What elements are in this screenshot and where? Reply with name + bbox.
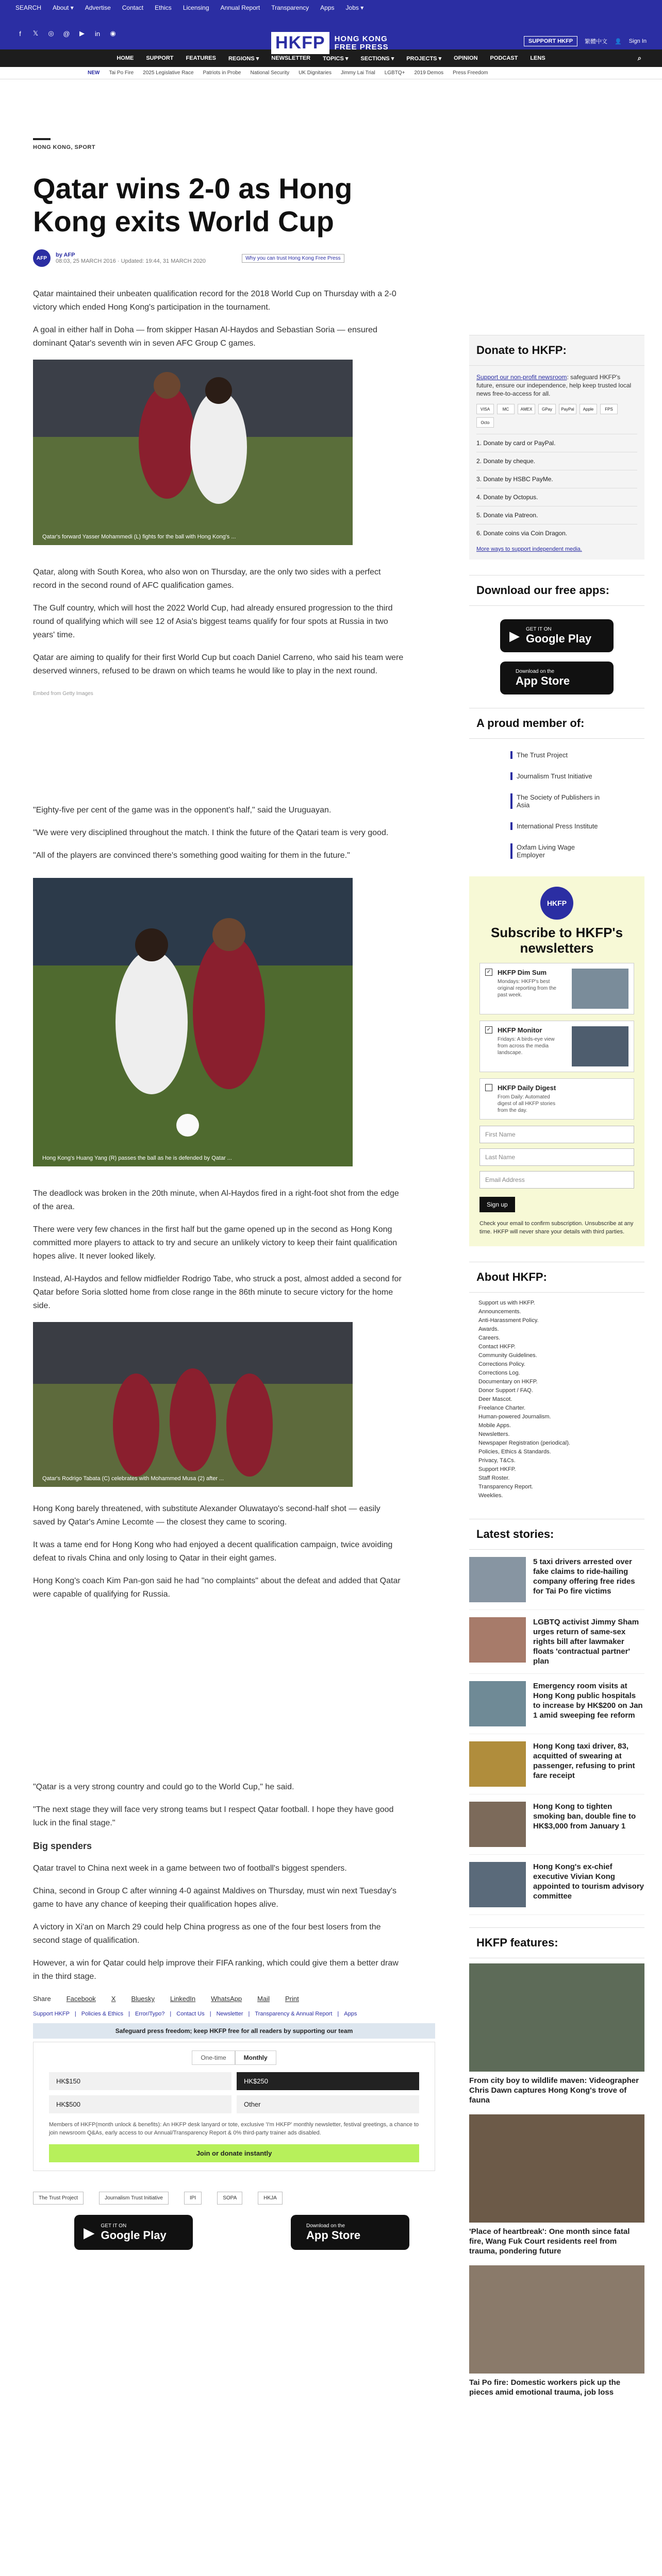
latest-stories bbox=[469, 1550, 644, 1915]
site-logo[interactable] bbox=[271, 32, 389, 54]
feature-image[interactable] bbox=[469, 2265, 644, 2374]
footer-link[interactable]: Newsletter bbox=[216, 2011, 243, 2017]
user-icon[interactable]: 👤 bbox=[615, 38, 622, 45]
instagram-icon[interactable]: ◎ bbox=[48, 29, 54, 37]
share-print[interactable]: Print bbox=[285, 1995, 299, 2003]
photo-1-image bbox=[33, 360, 353, 545]
about-link[interactable]: Policies, Ethics & Standards. bbox=[478, 1449, 551, 1455]
about-link[interactable]: Deer Mascot. bbox=[478, 1396, 512, 1402]
story-item[interactable] bbox=[469, 1855, 644, 1915]
top-bar bbox=[0, 0, 662, 53]
sidebar-app-badges bbox=[469, 606, 644, 708]
about-link[interactable]: Freelance Charter. bbox=[478, 1405, 526, 1411]
partner-logos bbox=[33, 2192, 435, 2205]
trending-link[interactable]: LGBTQ+ bbox=[384, 70, 405, 76]
badge-small-text: GET IT ON bbox=[101, 2223, 127, 2229]
first-name-input[interactable]: First Name bbox=[479, 1126, 634, 1143]
top-link-about[interactable]: About ▾ bbox=[53, 4, 74, 11]
threads-icon[interactable]: @ bbox=[63, 29, 70, 38]
nav-features[interactable]: FEATURES bbox=[186, 55, 216, 61]
paragraph: However, a win for Qatar could help improve their FIFA ranking, which could give them a better draw in the third stage. bbox=[33, 1959, 399, 1981]
story-title[interactable]: Emergency room visits at Hong Kong public hospitals to increase by HK$200 on Jan 1 amid sweeping fee reform bbox=[533, 1682, 643, 1720]
nav-newsletter[interactable]: NEWSLETTER bbox=[271, 55, 311, 61]
paragraph: It was a tame end for Hong Kong who had enjoyed a decent qualification campaign, twice avoiding defeat to rivals China and only losing to Qatar in their eight games. bbox=[33, 1540, 393, 1563]
fps-icon: FPS bbox=[600, 404, 618, 414]
top-link-transparency[interactable]: Transparency bbox=[271, 4, 309, 11]
donate-intro bbox=[476, 373, 637, 398]
story-thumbnail bbox=[469, 1741, 526, 1787]
checkbox-checked[interactable]: ✓ bbox=[485, 969, 492, 976]
badge-big-text: App Store bbox=[306, 2228, 361, 2242]
about-link[interactable]: Newspaper Registration (periodical). bbox=[478, 1440, 570, 1446]
latest-heading: Latest stories: bbox=[469, 1519, 644, 1550]
google-play-icon: ▶ bbox=[84, 2224, 95, 2241]
nav-opinion[interactable]: OPINION bbox=[454, 55, 478, 61]
newsletter-option[interactable] bbox=[479, 963, 634, 1014]
google-play-badge[interactable] bbox=[74, 2215, 193, 2250]
paragraph: A goal in either half in Doha — from skipper Hasan Al-Haydos and Sebastian Soria — ensured dominant Qatar's seventh win in seven AFC Group C games. bbox=[33, 326, 377, 348]
signup-button[interactable]: Sign up bbox=[479, 1197, 515, 1212]
octopus-icon: Octo bbox=[476, 417, 494, 428]
photo-caption: Hong Kong's Huang Yang (R) passes the ball as he is defended by Qatar ... bbox=[42, 1155, 232, 1161]
paragraph: "We were very disciplined throughout the match. I think the future of the Qatari team is very good. bbox=[33, 828, 389, 837]
amount-other-input[interactable]: Other bbox=[237, 2095, 419, 2113]
footer-link[interactable]: Error/Typo? bbox=[135, 2011, 165, 2017]
member-logo[interactable]: Oxfam Living Wage Employer bbox=[510, 843, 603, 859]
nav-sections[interactable]: SECTIONS ▾ bbox=[360, 55, 394, 62]
paragraph: "The next stage they will face very strong teams but I respect Qatar football. I hope they have good luck in the final stage." bbox=[33, 1805, 394, 1827]
newsletter-title: Subscribe to HKFP's newsletters bbox=[490, 925, 623, 956]
footer-link[interactable]: Policies & Ethics bbox=[81, 2011, 124, 2017]
top-link-jobs[interactable]: Jobs ▾ bbox=[345, 4, 364, 11]
payment-icons bbox=[476, 404, 637, 428]
title-rule bbox=[33, 138, 51, 140]
donate-box bbox=[469, 366, 644, 560]
badge-small-text: Download on the bbox=[516, 668, 555, 674]
paragraph: Hong Kong's coach Kim Pan-gon said he had "no complaints" about the defeat and added that Qatar were capable of qualifying for Russia. bbox=[33, 1577, 401, 1599]
checkbox[interactable] bbox=[485, 1084, 492, 1091]
amount-options bbox=[49, 2072, 419, 2113]
author-link[interactable]: by AFP bbox=[56, 252, 75, 258]
donate-heading: Donate to HKFP: bbox=[469, 335, 644, 366]
nav-projects[interactable]: PROJECTS ▾ bbox=[406, 55, 442, 62]
share-facebook[interactable]: Facebook bbox=[66, 1995, 96, 2003]
option-desc: Mondays: HKFP's best original reporting from the past week. bbox=[498, 979, 556, 998]
logo-text bbox=[335, 35, 389, 52]
photo-caption: Qatar's forward Yasser Mohammedi (L) fights for the ball with Hong Kong's ... bbox=[42, 534, 236, 540]
donate-option[interactable]: 4. Donate by Octopus. bbox=[476, 488, 637, 506]
option-title: HKFP Monitor bbox=[498, 1026, 542, 1034]
newsletter-badge: HKFP bbox=[540, 887, 573, 920]
about-link[interactable]: Support us with HKFP. bbox=[478, 1300, 535, 1306]
trending-link[interactable]: 2019 Demos bbox=[414, 70, 444, 76]
nav-home[interactable]: HOME bbox=[117, 55, 134, 61]
share-label: Share bbox=[33, 1995, 51, 2003]
paragraph: The Gulf country, which will host the 2022 World Cup, had already ensured progression to the third round of qualifying which will see 12 of Asia's biggest teams qualify for four spots at Russia in two years' time. bbox=[33, 604, 393, 639]
donate-option[interactable]: 1. Donate by card or PayPal. bbox=[476, 434, 637, 452]
article-categories[interactable]: HONG KONG, SPORT bbox=[33, 144, 96, 150]
membership-note: Members of HKFP(month unlock & benefits): An HKFP desk lanyard or tote, exclusive 'I'm HKFP' monthly newsletter, festival greetings, a chance to join newsroom Q&As, early access to our Annual/Transparency Report & 0% third-party trainer ads disabled. bbox=[49, 2122, 419, 2136]
support-button[interactable]: SUPPORT HKFP bbox=[524, 36, 577, 46]
amex-icon: AMEX bbox=[518, 404, 535, 414]
member-logo[interactable]: The Society of Publishers in Asia bbox=[510, 793, 603, 809]
paragraph: China, second in Group C after winning 4-0 against Maldives on Thursday, must win next Tuesday's game to have any chance of keeping their qualification hopes alive. bbox=[33, 1887, 397, 1909]
nav-regions[interactable]: REGIONS ▾ bbox=[228, 55, 259, 62]
story-title[interactable]: LGBTQ activist Jimmy Sham urges return of same-sex rights bill after lawmaker floats 'contractual partner' plan bbox=[533, 1618, 639, 1666]
fund-banner[interactable]: Safeguard press freedom; keep HKFP free for all readers by supporting our team bbox=[33, 2023, 435, 2039]
paragraph: Qatar travel to China next week in a game between two of football's biggest spenders. bbox=[33, 1864, 347, 1873]
member-logos bbox=[469, 739, 644, 871]
option-thumbnail bbox=[572, 969, 628, 1009]
about-link[interactable]: Anti-Harassment Policy. bbox=[478, 1317, 539, 1324]
badge-big-text: Google Play bbox=[526, 632, 592, 645]
linkedin-icon[interactable]: in bbox=[94, 29, 101, 38]
story-title[interactable]: Hong Kong's ex-chief executive Vivian Kong appointed to tourism advisory committee bbox=[533, 1862, 644, 1901]
partner-logo[interactable]: The Trust Project bbox=[33, 2192, 84, 2205]
rss-icon[interactable]: ◉ bbox=[110, 29, 116, 37]
author-avatar[interactable]: AFP bbox=[33, 249, 51, 267]
share-whatsapp[interactable]: WhatsApp bbox=[211, 1995, 242, 2003]
about-link[interactable]: Mobile Apps. bbox=[478, 1422, 511, 1429]
partner-logo[interactable]: Journalism Trust Initiative bbox=[99, 2192, 169, 2205]
footer-link[interactable]: Contact Us bbox=[176, 2011, 205, 2017]
paragraph: Qatar, along with South Korea, who also won on Thursday, are the only two sides with a perfect record in the second round of AFC qualification games. bbox=[33, 568, 381, 590]
option-desc: Fridays: A birds-eye view from across the media landscape. bbox=[498, 1037, 555, 1056]
top-link-licensing[interactable]: Licensing bbox=[183, 4, 209, 11]
donate-options bbox=[476, 434, 637, 542]
more-ways-link[interactable]: More ways to support independent media. bbox=[476, 546, 582, 552]
share-bar bbox=[33, 1995, 435, 2003]
feature-title[interactable]: From city boy to wildlife maven: Videographer Chris Dawn captures Hong Kong's trove of fauna bbox=[469, 2076, 639, 2105]
nav-topics[interactable]: TOPICS ▾ bbox=[323, 55, 349, 62]
trending-link[interactable]: Tai Po Fire bbox=[109, 70, 134, 76]
about-link[interactable]: Human-powered Journalism. bbox=[478, 1414, 551, 1420]
about-link[interactable]: Announcements. bbox=[478, 1309, 521, 1315]
paragraph: Qatar maintained their unbeaten qualification record for the 2018 World Cup on Thursday with a 2-0 victory which ended Hong Kong's participation in the tournament. bbox=[33, 290, 396, 312]
feature-title[interactable]: Tai Po fire: Domestic workers pick up the pieces amid emotional trauma, job loss bbox=[469, 2378, 621, 2397]
newsletter-option[interactable] bbox=[479, 1021, 634, 1072]
top-link-contact[interactable]: Contact bbox=[122, 4, 144, 11]
frequency-tabs bbox=[49, 2050, 419, 2065]
partner-logo[interactable]: IPI bbox=[184, 2192, 202, 2205]
paragraph: A victory in Xi'an on March 29 could help China progress as one of the four best losers from the second stage of qualification. bbox=[33, 1923, 381, 1945]
donate-option[interactable]: 2. Donate by cheque. bbox=[476, 452, 637, 470]
about-link[interactable]: Corrections Log. bbox=[478, 1370, 520, 1376]
about-links bbox=[469, 1293, 644, 1506]
nav-support[interactable]: SUPPORT bbox=[146, 55, 174, 61]
feature-stories bbox=[469, 1958, 644, 2397]
feature-image[interactable] bbox=[469, 1963, 644, 2072]
google-play-badge[interactable] bbox=[500, 619, 614, 652]
about-link[interactable]: Corrections Policy. bbox=[478, 1361, 525, 1367]
google-play-icon: ▶ bbox=[509, 628, 520, 643]
paragraph: "Qatar is a very strong country and could go to the World Cup," he said. bbox=[33, 1783, 294, 1791]
share-bluesky[interactable]: Bluesky bbox=[131, 1995, 155, 2003]
trust-link[interactable]: Why you can trust Hong Kong Free Press bbox=[242, 254, 344, 263]
embed-credit: Embed from Getty Images bbox=[33, 691, 93, 697]
about-link[interactable]: Community Guidelines. bbox=[478, 1352, 537, 1359]
story-item[interactable] bbox=[469, 1674, 644, 1734]
story-thumbnail bbox=[469, 1862, 526, 1907]
new-label: NEW bbox=[88, 70, 100, 76]
trending-link[interactable]: National Security bbox=[250, 70, 290, 76]
trending-link[interactable]: Patriots in Probe bbox=[203, 70, 241, 76]
apps-heading: Download our free apps: bbox=[469, 575, 644, 606]
logo-line-2: FREE PRESS bbox=[334, 42, 389, 52]
footer-link[interactable]: Support HKFP bbox=[33, 2011, 70, 2017]
story-item[interactable] bbox=[469, 1610, 644, 1674]
newsletter-note: Check your email to confirm subscription. Unsubscribe at any time. HKFP will never share your details with third parties. bbox=[479, 1221, 634, 1235]
story-item[interactable] bbox=[469, 1734, 644, 1794]
about-heading: About HKFP: bbox=[469, 1262, 644, 1293]
article-dates: 08:03, 25 MARCH 2016 · Updated: 19:44, 31 MARCH 2020 bbox=[56, 258, 206, 264]
story-thumbnail bbox=[469, 1617, 526, 1663]
about-link[interactable]: Careers. bbox=[478, 1335, 501, 1341]
option-desc: From Daily: Automated digest of all HKFP stories from the day. bbox=[498, 1094, 556, 1113]
photo-caption: Qatar's Rodrigo Tabata (C) celebrates with Mohammed Musa (2) after ... bbox=[42, 1476, 224, 1482]
story-item[interactable] bbox=[469, 1794, 644, 1855]
top-link-apps[interactable]: Apps bbox=[320, 4, 335, 11]
search-link[interactable]: SEARCH bbox=[15, 4, 42, 11]
newsletter-box bbox=[469, 876, 644, 1246]
last-name-input[interactable]: Last Name bbox=[479, 1148, 634, 1166]
story-title[interactable]: Hong Kong to tighten smoking ban, double fine to HK$3,000 from January 1 bbox=[533, 1802, 636, 1831]
trending-link[interactable]: 2025 Legislative Race bbox=[143, 70, 194, 76]
donate-option[interactable]: 6. Donate coins via Coin Dragon. bbox=[476, 524, 637, 542]
donate-button[interactable]: Join or donate instantly bbox=[49, 2144, 419, 2162]
article-photo-3[interactable] bbox=[33, 1322, 353, 1487]
amount-option-selected[interactable]: HK$250 bbox=[237, 2072, 419, 2090]
nav-podcast[interactable]: PODCAST bbox=[490, 55, 518, 61]
app-badges bbox=[74, 2215, 435, 2250]
subhead: Big spenders bbox=[33, 1841, 92, 1851]
about-link[interactable]: Privacy, T&Cs. bbox=[478, 1458, 516, 1464]
tab-one-time[interactable]: One-time bbox=[192, 2050, 235, 2065]
about-link[interactable]: Awards. bbox=[478, 1326, 499, 1332]
photo-3-image bbox=[33, 1322, 353, 1487]
paypal-icon: PayPal bbox=[559, 404, 576, 414]
article-title: Qatar wins 2-0 as Hong Kong exits World Cup bbox=[33, 172, 353, 238]
trending-link[interactable]: Press Freedom bbox=[453, 70, 488, 76]
top-link-advertise[interactable]: Advertise bbox=[85, 4, 111, 11]
story-thumbnail bbox=[469, 1681, 526, 1726]
paragraph: "All of the players are convinced there's something good waiting for them in the future." bbox=[33, 851, 350, 860]
member-logo[interactable]: International Press Institute bbox=[510, 822, 603, 830]
top-link-annual-report[interactable]: Annual Report bbox=[220, 4, 260, 11]
mastercard-icon: MC bbox=[497, 404, 515, 414]
trending-bar bbox=[0, 67, 662, 79]
story-thumbnail bbox=[469, 1802, 526, 1847]
signin-link[interactable]: Sign In bbox=[628, 38, 647, 44]
badge-small-text: GET IT ON bbox=[526, 626, 552, 632]
option-title: HKFP Dim Sum bbox=[498, 969, 547, 976]
story-thumbnail bbox=[469, 1557, 526, 1602]
top-links bbox=[15, 4, 363, 11]
partner-logo[interactable]: HKJA bbox=[258, 2192, 283, 2205]
trending-link[interactable]: Jimmy Lai Trial bbox=[341, 70, 375, 76]
story-title[interactable]: 5 taxi drivers arrested over fake claims to ride-hailing company offering free rides for Tai Po fire victims bbox=[533, 1557, 635, 1596]
story-item[interactable] bbox=[469, 1550, 644, 1610]
share-mail[interactable]: Mail bbox=[257, 1995, 270, 2003]
paragraph: The deadlock was broken in the 20th minute, when Al-Haydos fired in a right-foot shot from the edge of the area. bbox=[33, 1189, 399, 1211]
about-link[interactable]: Transparency Report. bbox=[478, 1484, 533, 1490]
byline-text bbox=[56, 252, 206, 264]
member-logo[interactable]: The Trust Project bbox=[510, 751, 603, 759]
about-link[interactable]: Support HKFP. bbox=[478, 1466, 516, 1472]
x-icon[interactable]: 𝕏 bbox=[32, 29, 39, 37]
about-link[interactable]: Staff Roster. bbox=[478, 1475, 510, 1481]
gpay-icon: GPay bbox=[538, 404, 556, 414]
article-photo-1[interactable] bbox=[33, 360, 353, 545]
badge-big-text: Google Play bbox=[101, 2228, 167, 2242]
donate-option[interactable]: 5. Donate via Patreon. bbox=[476, 506, 637, 524]
trending-link[interactable]: UK Dignitaries bbox=[299, 70, 332, 76]
donate-option[interactable]: 3. Donate by HSBC PayMe. bbox=[476, 470, 637, 488]
partner-logo[interactable]: SOPA bbox=[217, 2192, 242, 2205]
youtube-icon[interactable]: ▶ bbox=[79, 29, 85, 37]
embed-space bbox=[33, 1611, 435, 1781]
article bbox=[33, 138, 435, 2250]
member-heading: A proud member of: bbox=[469, 708, 644, 739]
badge-small-text: Download on the bbox=[306, 2223, 345, 2229]
support-newsroom-link[interactable]: Support our non-profit newsroom bbox=[476, 374, 567, 381]
share-x[interactable]: X bbox=[111, 1995, 116, 2003]
option-thumbnail bbox=[572, 1026, 628, 1066]
facebook-icon[interactable]: f bbox=[19, 29, 21, 38]
app-store-badge[interactable] bbox=[500, 662, 614, 694]
newsletter-option[interactable] bbox=[479, 1078, 634, 1120]
option-title: HKFP Daily Digest bbox=[498, 1084, 556, 1092]
applepay-icon: Apple bbox=[580, 404, 597, 414]
logo-mark: HKFP bbox=[271, 32, 329, 54]
donate-intro-text: : safeguard HKFP's future, ensure our independence, help keep trusted local news free-to-access for all. bbox=[476, 374, 632, 397]
paragraph: "Eighty-five per cent of the game was in the opponent's half," said the Uruguayan. bbox=[33, 806, 332, 815]
checkbox-checked[interactable]: ✓ bbox=[485, 1026, 492, 1033]
email-input[interactable]: Email Address bbox=[479, 1171, 634, 1189]
footer-link[interactable]: Apps bbox=[344, 2011, 357, 2017]
photo-2-image bbox=[33, 878, 353, 1166]
logo-line-1: HONG KONG bbox=[334, 34, 388, 43]
about-link[interactable]: Contact HKFP. bbox=[478, 1344, 516, 1350]
top-actions bbox=[524, 36, 647, 46]
story-title[interactable]: Hong Kong taxi driver, 83, acquitted of swearing at passenger, refusing to print fare receipt bbox=[533, 1742, 635, 1780]
paragraph: Qatar are aiming to qualify for their first World Cup but coach Daniel Carreno, who said his team were deserved winners, refused to be drawn on which teams he would like to play in the next round. bbox=[33, 653, 404, 675]
app-store-badge[interactable] bbox=[291, 2215, 409, 2250]
feature-title[interactable]: 'Place of heartbreak': One month since fatal fire, Wang Fuk Court residents reel from trauma, pondering future bbox=[469, 2227, 630, 2256]
top-link-ethics[interactable]: Ethics bbox=[155, 4, 172, 11]
amount-option[interactable]: HK$500 bbox=[49, 2095, 231, 2113]
share-linkedin[interactable]: LinkedIn bbox=[170, 1995, 196, 2003]
sidebar bbox=[469, 335, 644, 2406]
nav-lens[interactable]: LENS bbox=[530, 55, 545, 61]
footer-links: Support HKFP | Policies & Ethics | Error/Typo? | Contact Us | Newsletter | Transparency & Annual Report | Apps bbox=[33, 2011, 357, 2017]
social-icons bbox=[15, 29, 118, 38]
feature-image[interactable] bbox=[469, 2114, 644, 2223]
badge-big-text: App Store bbox=[516, 674, 570, 687]
footer-link[interactable]: Transparency & Annual Report bbox=[255, 2011, 333, 2017]
visa-icon: VISA bbox=[476, 404, 494, 414]
amount-option[interactable]: HK$150 bbox=[49, 2072, 231, 2090]
article-photo-2[interactable] bbox=[33, 878, 353, 1166]
member-logo[interactable]: Journalism Trust Initiative bbox=[510, 772, 603, 780]
paragraph: Instead, Al-Haydos and fellow midfielder Rodrigo Tabe, who struck a post, almost added a second for Qatar before Soria slotted home from close range in the 86th minute to secure victory for the home side. bbox=[33, 1275, 402, 1310]
tab-monthly[interactable]: Monthly bbox=[235, 2050, 276, 2065]
about-link[interactable]: Weeklies. bbox=[478, 1493, 503, 1499]
donation-widget bbox=[33, 2042, 435, 2171]
paragraph: Hong Kong barely threatened, with substitute Alexander Oluwatayo's second-half shot — easily saved by Qatar's Amine Lecomte — the closest they came to scoring. bbox=[33, 1504, 380, 1527]
search-icon[interactable]: ⌕ bbox=[637, 54, 641, 62]
paragraph: There were very few chances in the first half but the game opened up in the second as Hong Kong committed more players to attack to try and secure an unlikely victory to keep their faint qualification hopes alive. It never looked likely. bbox=[33, 1225, 398, 1261]
about-link[interactable]: Newsletters. bbox=[478, 1431, 510, 1437]
features-heading: HKFP features: bbox=[469, 1927, 644, 1958]
about-link[interactable]: Documentary on HKFP. bbox=[478, 1379, 538, 1385]
language-link[interactable]: 繁體中文 bbox=[585, 39, 608, 45]
byline bbox=[33, 249, 435, 267]
about-link[interactable]: Donor Support / FAQ. bbox=[478, 1387, 533, 1394]
